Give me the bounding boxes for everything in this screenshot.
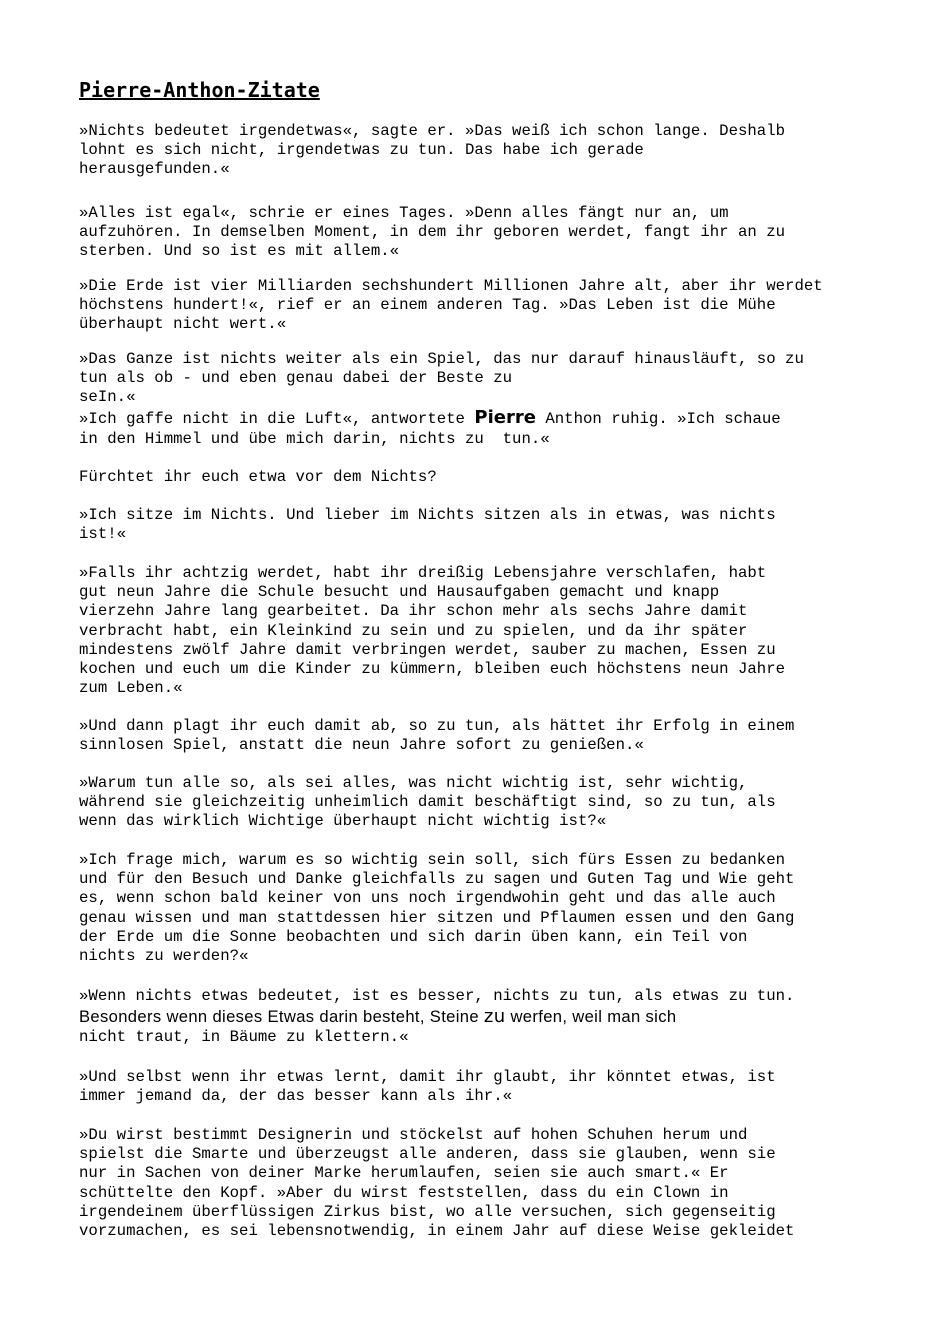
text-line [79,1007,794,1028]
quote-paragraph-12 [79,986,794,1048]
text-segment: werfen, weil man sich [505,1006,677,1026]
text-line: nichts zu werden?« [79,947,249,966]
text-line: tun als ob - und eben genau dabei der Beste zu [79,369,513,388]
text-line: vierzehn Jahre lang gearbeitet. Da ihr schon mehr als sechs Jahre damit [79,602,748,621]
text-line: Fürchtet ihr euch etwa vor dem Nichts? [79,468,437,486]
quote-paragraph-1 [79,122,785,180]
text-line: »Wenn nichts etwas bedeutet, ist es besser, nichts zu tun, als etwas zu tun. [79,987,795,1005]
text-line: sinnlosen Spiel, anstatt die neun Jahre sofort zu genießen.« [79,736,644,755]
quote-paragraph-14 [79,1126,794,1241]
text-line: herausgefunden.« [79,160,230,179]
text-line: ist!« [79,525,127,544]
text-line: nur in Sachen von deiner Marke herumlaufen, seien sie auch smart.« Er [79,1164,729,1183]
quote-paragraph-5 [79,408,781,449]
text-line: »Du wirst bestimmt Designerin und stöckelst auf hohen Schuhen herum und [79,1126,748,1144]
text-line: irgendeinem überflüssigen Zirkus bist, wo alle versuchen, sich gegenseitig [79,1202,776,1221]
text-line: »Und selbst wenn ihr etwas lernt, damit ihr glaubt, ihr könntet etwas, ist [79,1068,776,1086]
text-line: »Und dann plagt ihr euch damit ab, so zu tun, als hättet ihr Erfolg in einem [79,717,795,735]
quote-paragraph-7 [79,506,776,544]
text-line: schüttelte den Kopf. »Aber du wirst feststellen, dass du ein Clown in [79,1183,729,1202]
text-segment: Anthon ruhig. »Ich schaue [535,410,781,428]
text-line: verbracht habt, ein Kleinkind zu sein und zu spielen, und da ihr später [79,621,748,640]
text-line: »Warum tun alle so, als sei alles, was nicht wichtig ist, sehr wichtig, [79,774,748,792]
quote-paragraph-10 [79,774,776,832]
text-line: kochen und euch um die Kinder zu kümmern, bleiben euch höchstens neun Jahre [79,660,786,679]
emphasized-word: zu [483,1005,506,1027]
text-line: überhaupt nicht wert.« [79,315,287,334]
quote-paragraph-4 [79,350,804,408]
text-line: lohnt es sich nicht, irgendetwas zu tun. Das habe ich gerade [79,141,644,160]
quote-paragraph-6 [79,468,437,487]
quote-paragraph-11 [79,851,794,966]
text-line: »Ich sitze im Nichts. Und lieber im Nichts sitzen als in etwas, was nichts [79,506,776,524]
quote-paragraph-9 [79,717,794,755]
text-line: »Falls ihr achtzig werdet, habt ihr dreißig Lebensjahre verschlafen, habt [79,564,767,582]
text-line: der Erde um die Sonne beobachten und sich darin üben kann, ein Teil von [79,927,748,946]
text-line: »Ich frage mich, warum es so wichtig sein soll, sich fürs Essen zu bedanken [79,851,786,869]
quote-paragraph-13 [79,1068,776,1106]
text-line: mindestens zwölf Jahre damit verbringen werdet, sauber zu machen, Essen zu [79,640,776,659]
text-line: seIn.« [79,388,136,407]
quote-paragraph-8 [79,564,785,698]
text-segment: »Ich gaffe nicht in die Luft«, antwortete [79,410,475,428]
text-line: sterben. Und so ist es mit allem.« [79,242,400,261]
emphasized-name: Pierre [474,407,536,428]
text-line: aufzuhören. In demselben Moment, in dem ihr geboren werdet, fangt ihr an zu [79,223,786,242]
text-line: in den Himmel und übe mich darin, nichts zu tun.« [79,430,550,448]
text-line: genau wissen und man stattdessen hier sitzen und Pflaumen essen und den Gang [79,908,795,927]
text-line: »Das Ganze ist nichts weiter als ein Spiel, das nur darauf hinausläuft, so zu [79,350,804,368]
text-segment: Besonders wenn dieses Etwas darin besteht, Steine [79,1006,484,1026]
text-line: es, wenn schon bald keiner von uns noch irgendwohin geht und das alle auch [79,889,776,908]
text-line: zum Leben.« [79,679,183,698]
text-line: während sie gleichzeitig unheimlich damit beschäftigt sind, so zu tun, als [79,793,776,812]
text-line [79,408,781,429]
text-line: wenn das wirklich Wichtige überhaupt nicht wichtig ist?« [79,812,607,831]
text-line: vorzumachen, es sei lebensnotwendig, in einem Jahr auf diese Weise gekleidet [79,1222,795,1241]
text-line: »Die Erde ist vier Milliarden sechshundert Millionen Jahre alt, aber ihr werdet [79,277,823,295]
text-line: immer jemand da, der das besser kann als ihr.« [79,1087,513,1106]
text-line: »Nichts bedeutet irgendetwas«, sagte er. »Das weiß ich schon lange. Deshalb [79,122,786,140]
text-line: gut neun Jahre die Schule besucht und Hausaufgaben gemacht und knapp [79,583,720,602]
text-line: »Alles ist egal«, schrie er eines Tages. »Denn alles fängt nur an, um [79,204,729,222]
text-line: und für den Besuch und Danke gleichfalls zu sagen und Guten Tag und Wie geht [79,870,795,889]
quote-paragraph-3 [79,277,823,335]
text-line: nicht traut, in Bäume zu klettern.« [79,1028,409,1046]
page-title: Pierre-Anthon-Zitate [79,78,320,102]
text-line: spielst die Smarte und überzeugst alle anderen, dass sie glauben, wenn sie [79,1145,776,1164]
text-line: höchstens hundert!«, rief er an einem anderen Tag. »Das Leben ist die Mühe [79,296,776,315]
quote-paragraph-2 [79,204,785,262]
